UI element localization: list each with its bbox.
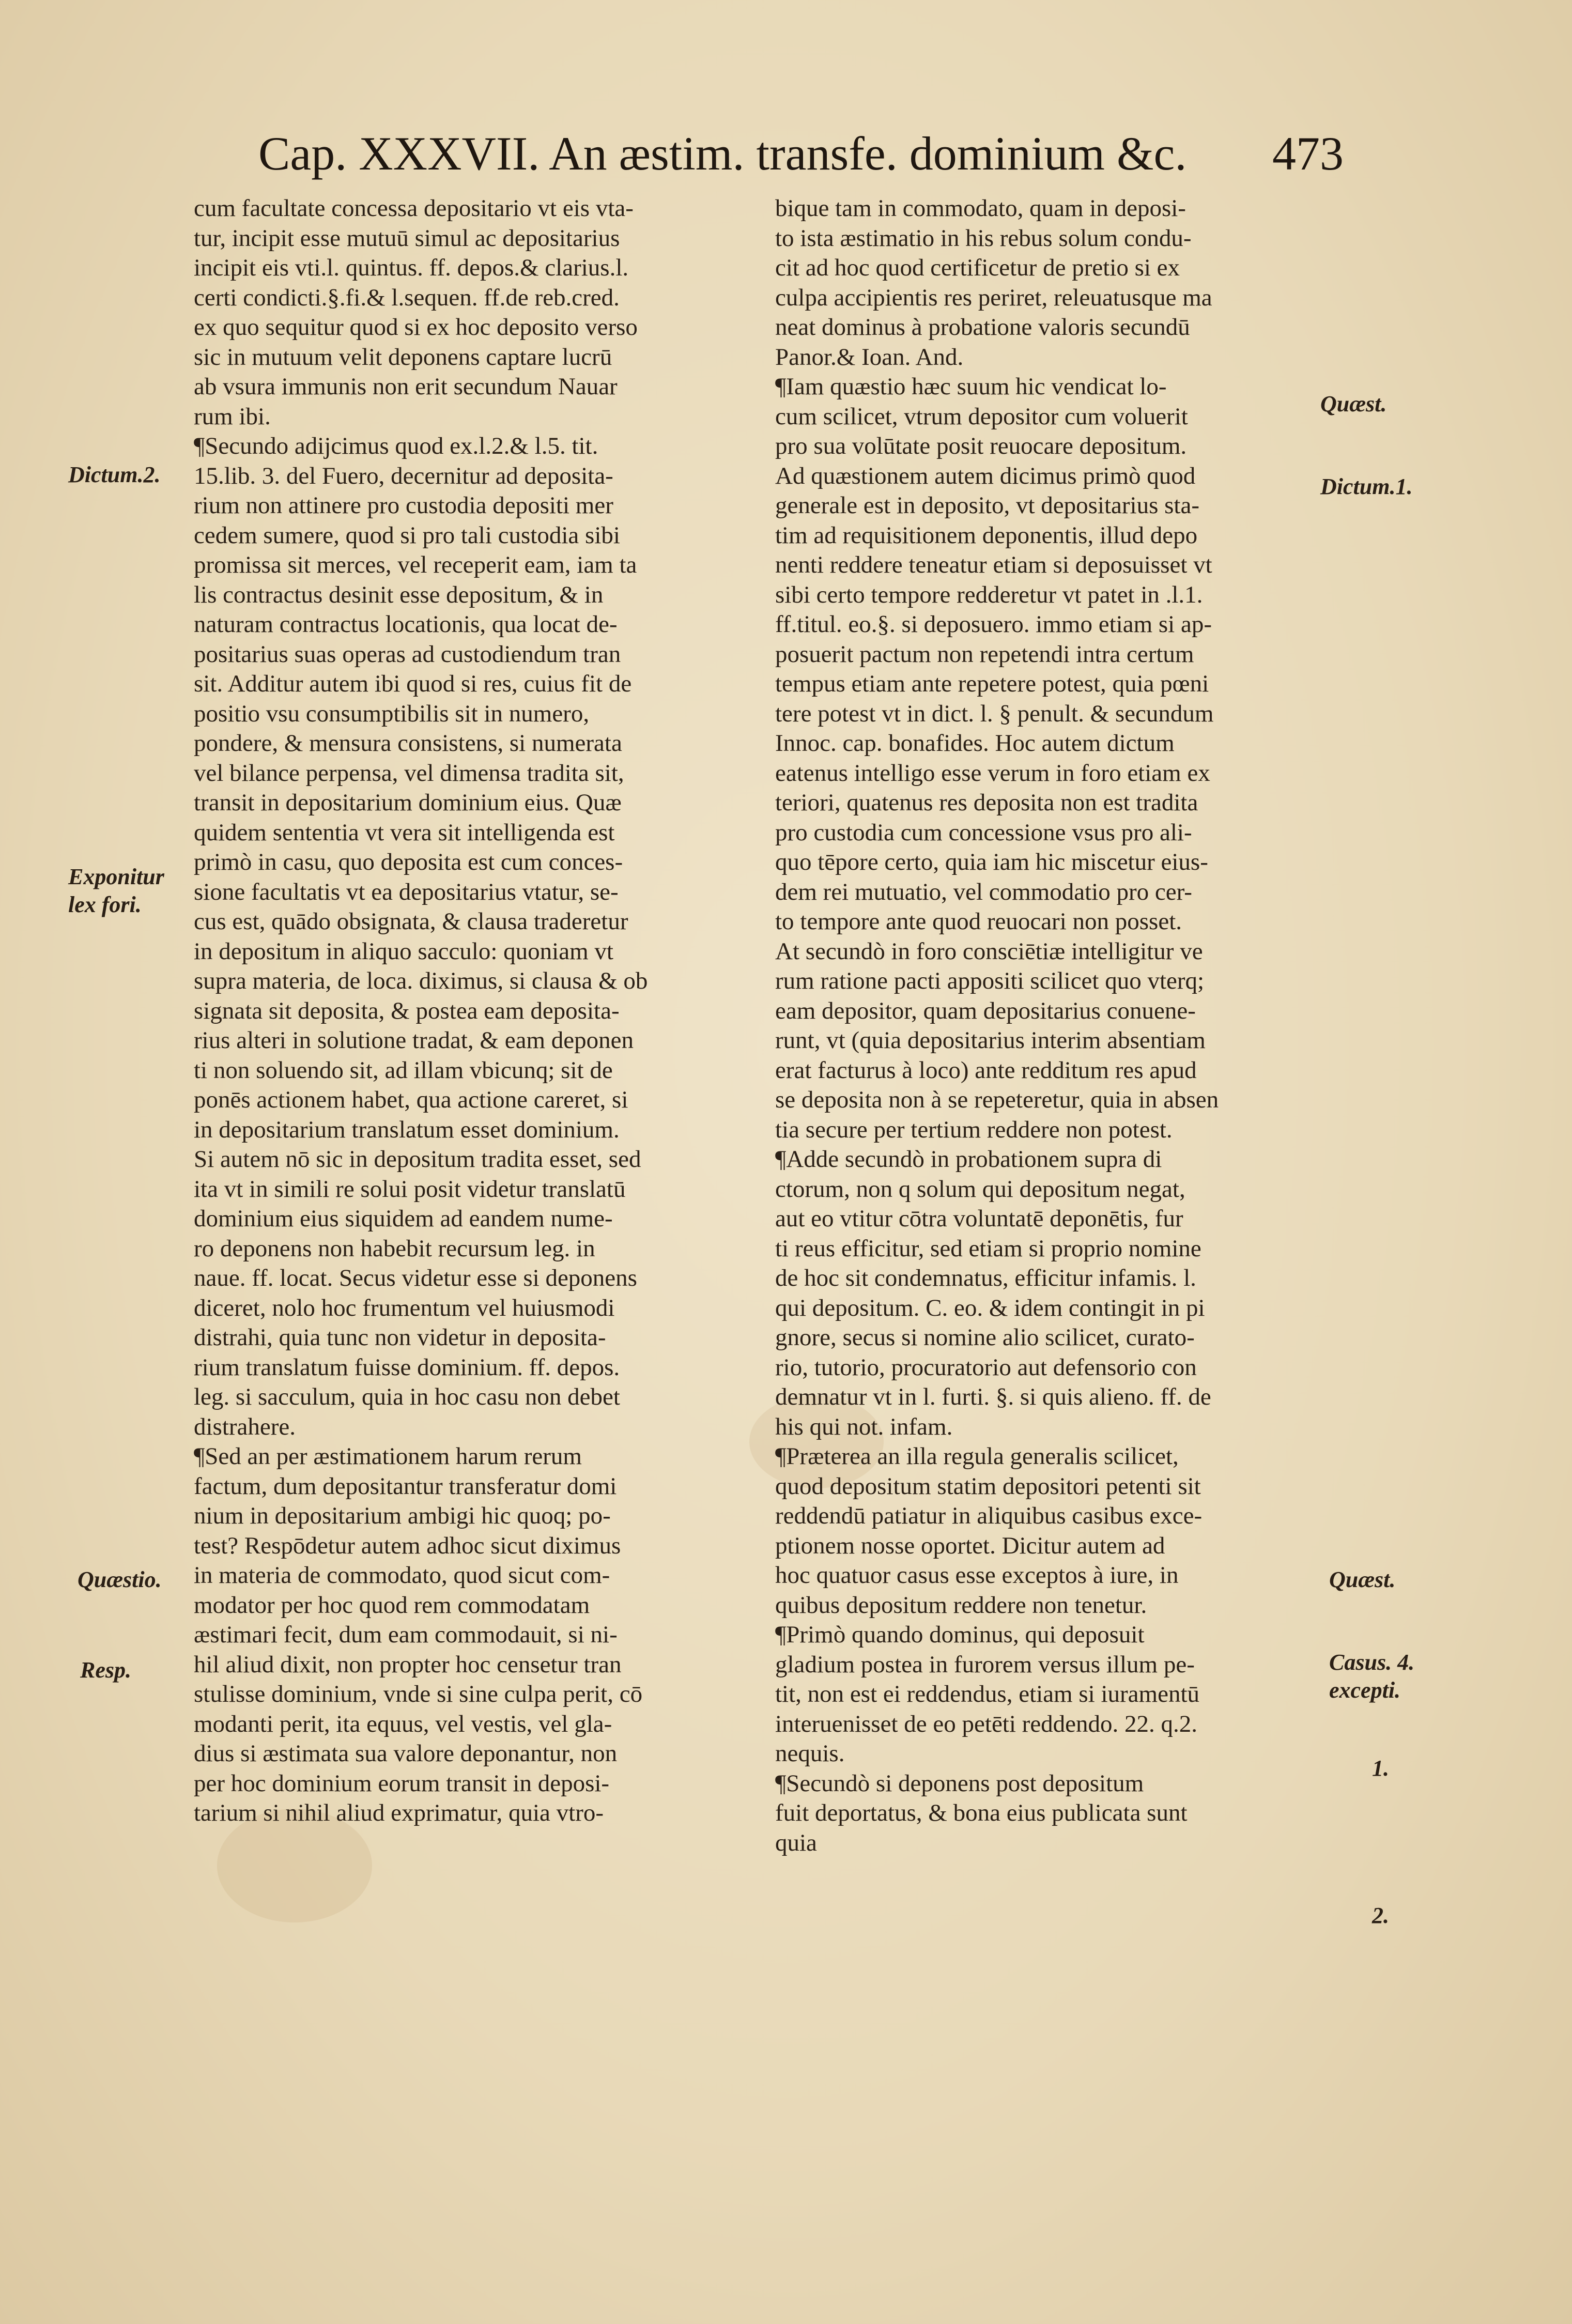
- left-column-line: hil aliud dixit, non propter hoc censetur tran: [194, 1651, 622, 1678]
- left-column-line: modator per hoc quod rem commodatam: [194, 1591, 590, 1619]
- left-column-line: primò in casu, quo deposita est cum conces-: [194, 849, 623, 875]
- right-column-line: pro sua volūtate posit reuocare depositum.: [775, 433, 1187, 459]
- right-column-line: teriori, quatenus res deposita non est tradita: [775, 789, 1198, 816]
- left-column-line: diceret, nolo hoc frumentum vel huiusmodi: [194, 1294, 615, 1321]
- margin-note-dictum-2: Dictum.2.: [68, 462, 161, 487]
- left-column-line: positio vsu consumptibilis sit in numero,: [194, 700, 590, 727]
- left-column-line: pondere, & mensura consistens, si numerata: [194, 730, 622, 757]
- left-column-line: naturam contractus locationis, qua locat de-: [194, 611, 618, 638]
- left-column-line: stulisse dominium, vnde si sine culpa perit, cō: [194, 1681, 643, 1707]
- left-column-line: 15.lib. 3. del Fuero, decernitur ad deposita-: [194, 462, 613, 489]
- right-column-line: to ista æstimatio in his rebus solum condu-: [775, 224, 1192, 252]
- right-column-line: hoc quatuor casus esse exceptos à iure, in: [775, 1562, 1179, 1589]
- left-column-line: rius alteri in solutione tradat, & eam deponen: [194, 1027, 634, 1054]
- right-column-line: At secundò in foro consciētiæ intelligitur ve: [775, 937, 1203, 965]
- right-column-line: eatenus intelligo esse verum in foro etiam ex: [775, 759, 1210, 787]
- margin-note-num-2: 2.: [1372, 1903, 1389, 1928]
- right-column-line: culpa accipientis res periret, releuatusque ma: [775, 284, 1212, 311]
- right-column-line: ctorum, non q solum qui depositum negat,: [775, 1175, 1185, 1203]
- left-column-line: incipit eis vti.l. quintus. ff. depos.& clarius.l.: [194, 254, 629, 281]
- right-column-line: tim ad requisitionem deponentis, illud depo: [775, 521, 1198, 549]
- left-column-line: ¶Secundo adijcimus quod ex.l.2.& l.5. tit.: [194, 433, 598, 459]
- margin-note-quaest-1: Quæst.: [1320, 391, 1387, 417]
- right-column-line: Ad quæstionem autem dicimus primò quod: [775, 462, 1196, 489]
- left-column-line: nium in depositarium ambigi hic quoq; po-: [194, 1502, 611, 1529]
- left-column-line: promissa sit merces, vel receperit eam, iam ta: [194, 551, 637, 578]
- right-column-line: de hoc sit condemnatus, efficitur infamis. l.: [775, 1265, 1196, 1291]
- left-column-line: naue. ff. locat. Secus videtur esse si deponens: [194, 1265, 637, 1291]
- right-column-line: quo tēpore certo, quia iam hic miscetur eius-: [775, 849, 1208, 875]
- margin-note-casus: Casus. 4. excepti.: [1329, 1650, 1415, 1703]
- right-column-line: pro custodia cum concessione vsus pro ali-: [775, 819, 1192, 846]
- left-column-line: cedem sumere, quod si pro tali custodia sibi: [194, 521, 620, 549]
- right-column-line: neat dominus à probatione valoris secundū: [775, 314, 1190, 341]
- right-column-line: nenti reddere teneatur etiam si deposuisset vt: [775, 551, 1212, 578]
- running-header: [258, 120, 1344, 187]
- left-column-line: Si autem nō sic in depositum tradita esset, sed: [194, 1146, 641, 1173]
- left-column-line: ti non soluendo sit, ad illam vbicunq; sit de: [194, 1056, 613, 1084]
- left-column-line: ponēs actionem habet, qua actione careret, si: [194, 1086, 628, 1113]
- margin-note-num-1: 1.: [1372, 1756, 1389, 1781]
- right-column-line: dem rei mutuatio, vel commodatio pro cer-: [775, 878, 1192, 905]
- left-text-column: [194, 194, 742, 1828]
- right-column-line: reddendū patiatur in aliquibus casibus exce-: [775, 1502, 1203, 1529]
- left-column-line: rum ibi.: [194, 403, 271, 430]
- page-number: 473: [1272, 127, 1344, 180]
- right-column-line: posuerit pactum non repetendi intra certum: [775, 640, 1194, 668]
- right-column-line: ff.titul. eo.§. si deposuero. immo etiam si ap-: [775, 611, 1212, 638]
- right-column-line: fuit deportatus, & bona eius publicata sunt: [775, 1799, 1188, 1826]
- left-column-line: lis contractus desinit esse depositum, & in: [194, 581, 604, 608]
- left-column-line: vel bilance perpensa, vel dimensa tradita sit,: [194, 759, 624, 787]
- margin-note-resp: Resp.: [80, 1657, 131, 1683]
- left-column-line: sione facultatis vt ea depositarius vtatur, se-: [194, 878, 619, 905]
- left-column-line: dius si æstimata sua valore deponantur, non: [194, 1740, 618, 1767]
- margin-note-dictum-1: Dictum.1.: [1320, 474, 1413, 499]
- right-column-line: nequis.: [775, 1740, 845, 1767]
- left-column-line: æstimari fecit, dum eam commodauit, si ni-: [194, 1621, 618, 1648]
- right-column-line: gladium postea in furorem versus illum pe-: [775, 1651, 1195, 1678]
- right-column-line: rum ratione pacti appositi scilicet quo vterq;: [775, 967, 1205, 994]
- right-column-line: cum scilicet, vtrum depositor cum voluerit: [775, 403, 1188, 430]
- left-column-line: cus est, quādo obsignata, & clausa traderetur: [194, 908, 628, 935]
- right-column-line: ¶Secundò si deponens post depositum: [775, 1769, 1144, 1797]
- left-column-line: in depositum in aliquo sacculo: quoniam vt: [194, 937, 613, 965]
- left-column-line: distrahi, quia tunc non videtur in deposita-: [194, 1324, 606, 1351]
- right-column-line: se deposita non à se repeteretur, quia in absen: [775, 1086, 1219, 1113]
- right-column-line: Innoc. cap. bonafides. Hoc autem dictum: [775, 730, 1175, 757]
- right-column-line: eam depositor, quam depositarius conuene-: [775, 997, 1196, 1024]
- left-column-line: in depositarium translatum esset dominium.: [194, 1116, 620, 1143]
- right-column-line: ¶Iam quæstio hæc suum hic vendicat lo-: [775, 373, 1167, 400]
- running-title: Cap. XXXVII. An æstim. transfe. dominium &c.: [258, 127, 1187, 180]
- right-column-line: qui depositum. C. eo. & idem contingit in pi: [775, 1294, 1205, 1321]
- left-column-line: sic in mutuum velit deponens captare lucrū: [194, 343, 612, 371]
- right-column-line: quibus depositum reddere non tenetur.: [775, 1591, 1147, 1619]
- right-column-line: rio, tutorio, procuratorio aut defensorio con: [775, 1353, 1197, 1381]
- right-column-line: Panor.& Ioan. And.: [775, 343, 964, 371]
- right-column-line: tit, non est ei reddendus, etiam si iuramentū: [775, 1681, 1200, 1707]
- left-column-line: rium translatum fuisse dominium. ff. depos.: [194, 1353, 620, 1381]
- left-column-line: factum, dum depositantur transferatur domi: [194, 1472, 617, 1500]
- left-column-line: supra materia, de loca. diximus, si clausa & ob: [194, 967, 648, 994]
- left-column-line: tur, incipit esse mutuū simul ac depositarius: [194, 224, 620, 252]
- right-column-line: runt, vt (quia depositarius interim absentiam: [775, 1027, 1206, 1054]
- left-column-line: sit. Additur autem ibi quod si res, cuius fit de: [194, 670, 632, 697]
- right-column-line: aut eo vtitur cōtra voluntatē deponētis, fur: [775, 1205, 1183, 1232]
- right-column-line: generale est in deposito, vt depositarius sta-: [775, 492, 1199, 519]
- left-column-line: in materia de commodato, quod sicut com-: [194, 1562, 610, 1589]
- right-column-line: ¶Adde secundò in probationem supra di: [775, 1146, 1162, 1173]
- right-column-line: interuenisset de eo petēti reddendo. 22. q.2.: [775, 1710, 1198, 1737]
- right-column-line: erat facturus à loco) ante redditum res apud: [775, 1056, 1197, 1084]
- right-column-line: his qui not. infam.: [775, 1413, 953, 1440]
- right-column-line: quia: [775, 1829, 817, 1856]
- left-column-line: ab vsura immunis non erit secundum Nauar: [194, 373, 618, 400]
- right-text-column: [775, 194, 1326, 1858]
- right-column-line: tempus etiam ante repetere potest, quia pœni: [775, 670, 1209, 697]
- right-column-line: gnore, secus si nomine alio scilicet, curato-: [775, 1324, 1195, 1351]
- left-column-line: modanti perit, ita equus, vel vestis, vel gla-: [194, 1710, 612, 1737]
- left-column-line: certi condicti.§.fi.& l.sequen. ff.de reb.cred.: [194, 284, 620, 311]
- right-column-line: tere potest vt in dict. l. § penult. & secundum: [775, 700, 1214, 727]
- margin-note-quaest-2: Quæst.: [1329, 1567, 1396, 1592]
- left-column-line: ex quo sequitur quod si ex hoc deposito verso: [194, 314, 638, 341]
- left-column-line: quidem sententia vt vera sit intelligenda est: [194, 819, 615, 846]
- left-column-line: transit in depositarium dominium eius. Quæ: [194, 789, 622, 816]
- left-column-line: signata sit deposita, & postea eam deposita-: [194, 997, 620, 1024]
- left-column-line: cum facultate concessa depositario vt eis vta-: [194, 195, 634, 222]
- margin-note-exponitur: Exponitur lex fori.: [68, 864, 164, 917]
- left-column-line: tarium si nihil aliud exprimatur, quia vtro-: [194, 1799, 604, 1826]
- right-column-line: ptionem nosse oportet. Dicitur autem ad: [775, 1532, 1165, 1559]
- right-column-line: ¶Præterea an illa regula generalis scilicet,: [775, 1443, 1179, 1470]
- left-column-line: per hoc dominium eorum transit in deposi-: [194, 1769, 610, 1797]
- right-column-line: tia secure per tertium reddere non potest.: [775, 1116, 1173, 1143]
- left-column-line: ita vt in simili re solui posit videtur translatū: [194, 1175, 626, 1203]
- right-column-line: cit ad hoc quod certificetur de pretio si ex: [775, 254, 1180, 281]
- left-column-line: ro deponens non habebit recursum leg. in: [194, 1235, 595, 1262]
- left-column-line: distrahere.: [194, 1413, 296, 1440]
- right-column-line: sibi certo tempore redderetur vt patet in .l.1.: [775, 581, 1203, 608]
- right-column-line: ti reus efficitur, sed etiam si proprio nomine: [775, 1235, 1201, 1262]
- right-column-line: to tempore ante quod reuocari non posset.: [775, 908, 1182, 935]
- right-column-line: quod depositum statim depositori petenti sit: [775, 1472, 1201, 1500]
- left-column-line: ¶Sed an per æstimationem harum rerum: [194, 1443, 582, 1470]
- left-column-line: positarius suas operas ad custodiendum tran: [194, 640, 621, 668]
- left-column-line: rium non attinere pro custodia depositi mer: [194, 492, 613, 519]
- right-column-line: demnatur vt in l. furti. §. si quis alieno. ff. de: [775, 1383, 1211, 1410]
- left-column-line: leg. si sacculum, quia in hoc casu non debet: [194, 1383, 620, 1410]
- left-column-line: test? Respōdetur autem adhoc sicut diximus: [194, 1532, 621, 1559]
- right-column-line: ¶Primò quando dominus, qui deposuit: [775, 1621, 1145, 1648]
- left-column-line: dominium eius siquidem ad eandem nume-: [194, 1205, 613, 1232]
- margin-note-quaestio: Quæstio.: [78, 1567, 162, 1592]
- right-column-line: bique tam in commodato, quam in deposi-: [775, 195, 1186, 222]
